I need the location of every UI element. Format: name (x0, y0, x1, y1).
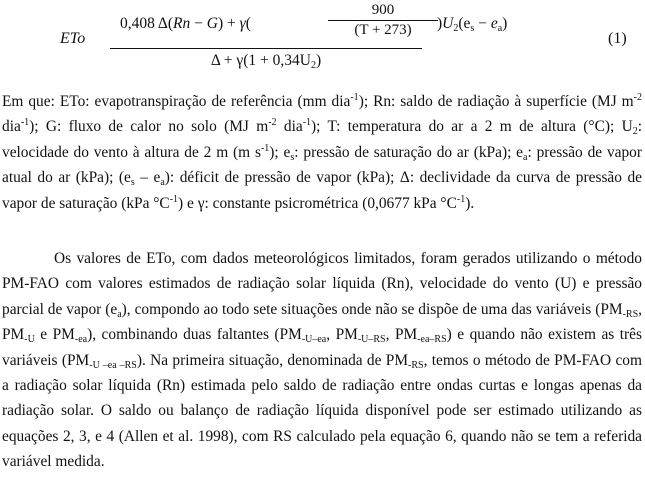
p2-text: Os valores de ETo, com dados meteorológicos limitados, foram gerados utilizando o método PM-FAO com valores estimados de radiação solar líquida (Rn), velocidade do vento (U) e pressão parcial de vapor (e (2, 250, 642, 318)
fraction-line (110, 48, 422, 49)
u-sub: 2 (453, 23, 459, 34)
inner-fraction (324, 2, 442, 39)
ea-var: e (490, 15, 498, 32)
p2-text: e PM (34, 326, 75, 344)
denominator-text: Δ + γ(1 + 0,34U (210, 52, 311, 69)
equation-fraction (110, 2, 508, 71)
p2-text: ). Na primeira situação, denominada de PM (136, 351, 409, 369)
p1-text: ); Rn: saldo de radiação à superfície (MJ m (358, 93, 634, 110)
definitions-paragraph (2, 89, 642, 216)
p1-text: – e (134, 169, 161, 187)
p1-text: ): déficit de pressão de vapor (kPa); Δ: declividade da curva de pressão de vapor de saturação (kPa °C (2, 169, 642, 212)
delta-symbol: Δ (157, 15, 168, 32)
p1-text: : velocidade do vento à altura de 2 m (m s (2, 118, 642, 161)
p1-text: ) e γ: constante psicrométrica (0,0677 kPa °C (178, 194, 457, 212)
p1-sup: -1 (456, 193, 466, 205)
p1-sub: 2 (632, 126, 638, 138)
equation-number: (1) (608, 30, 627, 47)
ea-sub: a (497, 23, 503, 34)
p1-sup: -1 (302, 117, 312, 129)
p1-text: dia (2, 118, 21, 136)
p1-sub: s (290, 151, 295, 163)
numerator-right: )$U_2(e_s - e_a)$ (437, 15, 508, 34)
p1-sub: s (130, 177, 135, 189)
p1-text: ); T: temperatura do ar a 2 m de altura (°C); U (311, 118, 633, 136)
p2-text: ) e quando não existem as três variáveis (PM (2, 326, 642, 369)
p1-text: ); G: fluxo de calor no solo (MJ m (29, 118, 269, 136)
denominator-close: ) (316, 52, 322, 69)
es-sub: s (470, 23, 475, 34)
inner-numerator: 900 (371, 2, 395, 18)
rn-var: Rn (173, 15, 191, 32)
p1-text: ); e (269, 143, 291, 161)
p1-text: Em que: ETo: evapotranspiração de referência (mm dia (2, 93, 351, 110)
p2-sub: -U (24, 334, 35, 346)
p2-sub: -RS (408, 359, 424, 371)
p2-text: , PM (385, 326, 418, 344)
inner-denominator: (T + 273) (354, 22, 412, 38)
p1-sup: -1 (350, 92, 359, 103)
p2-sub: -U–RS (357, 334, 386, 346)
equation-denominator (110, 52, 422, 70)
p2-text: ), compondo ao todo sete situações onde não se dispõe de uma das variáveis (PM (121, 300, 623, 318)
p2-text: , temos o método de PM-FAO com a radiação solar líquida (Rn) estimada pelo saldo de radiação entre ondas curtas e longas apenas da radiação solar. O saldo ou balanço de radiação líquida disponível pode ser estimado utilizando as equações 2, 3, e 4 (Allen et al. 1998), com RS calculado pela equação 6, quando não se tem a referida variável medida. (2, 351, 642, 471)
p1-text: ). (465, 194, 475, 212)
equation-label: ETo (60, 30, 86, 47)
p1-sub: a (160, 177, 165, 189)
es-var: (e (458, 15, 471, 32)
p1-sup: -1 (169, 193, 179, 205)
equation-block (0, 0, 645, 80)
p1-sub: a (523, 151, 528, 163)
coef: 0,408 (120, 15, 155, 32)
methods-paragraph (2, 246, 642, 475)
p1-text: : pressão de vapor atual do ar (kPa); (e (2, 143, 642, 187)
p2-sub: -U–ea (301, 334, 327, 346)
p2-sub: -ea (74, 334, 88, 346)
equation-numerator (110, 2, 508, 46)
p2-text: , PM (2, 300, 643, 344)
minus-sign: − (190, 15, 207, 32)
p2-text: , PM (326, 326, 358, 344)
g-var: G (206, 15, 218, 32)
p1-sup: -2 (268, 117, 277, 129)
p1-sup: -1 (20, 117, 30, 129)
denominator-sub: 2 (311, 60, 316, 71)
p1-sup: -2 (633, 92, 642, 103)
p1-sup: -1 (260, 142, 270, 154)
p1-text: : pressão de saturação do ar (kPa); e (294, 143, 524, 161)
gamma-symbol: γ (239, 15, 246, 32)
p2-sub: -ea–RS (417, 334, 447, 346)
p2-sub: a (117, 308, 122, 320)
numerator-left: 0,408 Δ(Rn − G) + γ( (120, 15, 251, 32)
u-var: U (442, 15, 454, 32)
p2-text: ), combinando duas faltantes (PM (87, 326, 302, 344)
p1-text: dia (276, 118, 303, 136)
p2-sub: -U –ea –RS (89, 359, 137, 371)
p2-sub: -RS (622, 308, 639, 320)
